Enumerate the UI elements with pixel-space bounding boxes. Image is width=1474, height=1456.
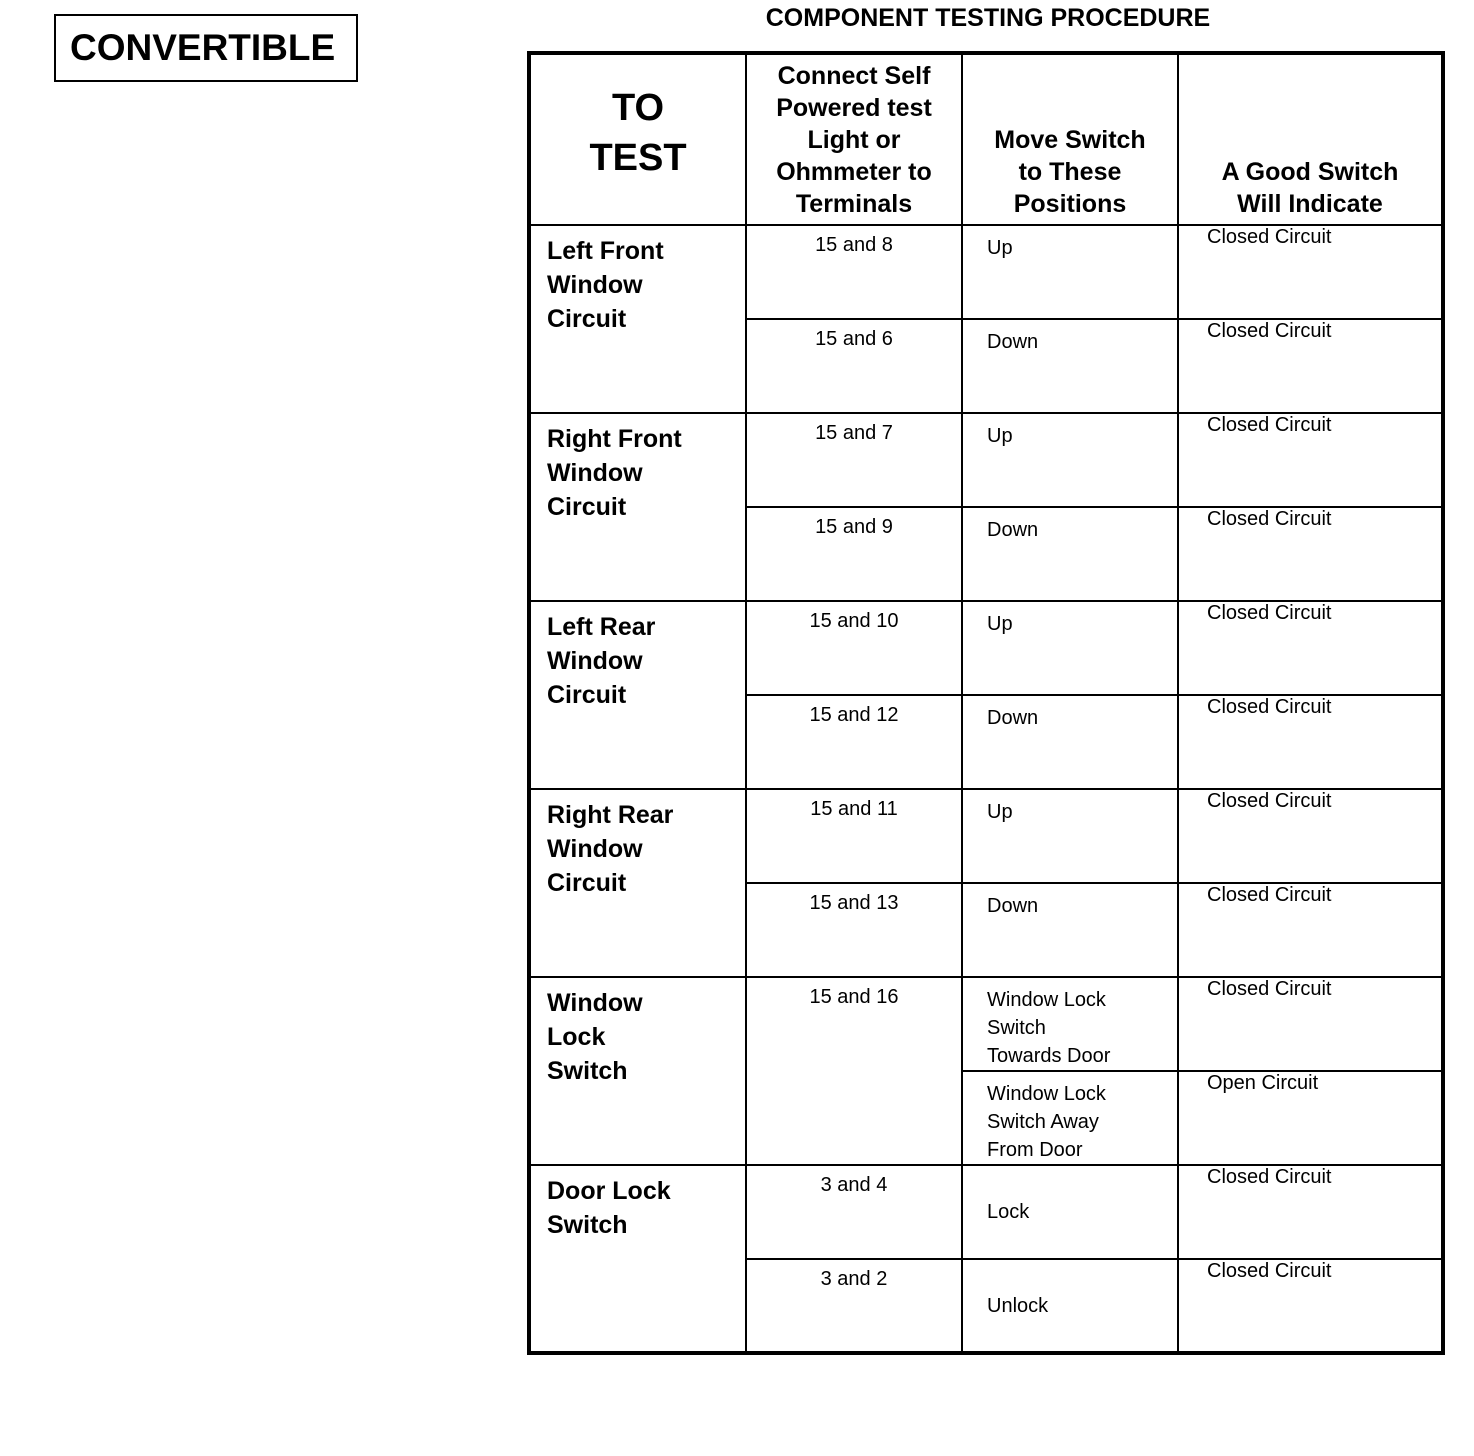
header-move-switch: Move Switch to These Positions [962, 53, 1178, 225]
header-connect-terminals: Connect Self Powered test Light or Ohmmeter to Terminals [746, 53, 962, 225]
table-row [529, 413, 1443, 507]
terminals-cell: 15 and 13 [746, 883, 962, 977]
result-cell: Closed Circuit [1178, 1165, 1443, 1259]
terminals-cell: 3 and 4 [746, 1165, 962, 1259]
test-name-cell: Left Rear Window Circuit [529, 601, 746, 789]
result-cell: Closed Circuit [1178, 319, 1443, 413]
position-cell: Down [962, 507, 1178, 601]
result-cell: Closed Circuit [1178, 789, 1443, 883]
terminals-cell: 15 and 10 [746, 601, 962, 695]
position-cell: Window Lock Switch Away From Door [962, 1071, 1178, 1165]
result-cell: Closed Circuit [1178, 883, 1443, 977]
section-tag: CONVERTIBLE [54, 14, 358, 82]
result-cell: Closed Circuit [1178, 225, 1443, 319]
table-row [529, 225, 1443, 319]
position-cell: Down [962, 319, 1178, 413]
position-cell: Up [962, 601, 1178, 695]
result-cell: Closed Circuit [1178, 977, 1443, 1071]
terminals-cell: 15 and 16 [746, 977, 962, 1165]
test-name-cell: Left Front Window Circuit [529, 225, 746, 413]
procedure-title: COMPONENT TESTING PROCEDURE [765, 4, 1211, 32]
terminals-cell: 15 and 12 [746, 695, 962, 789]
header-to-test: TO TEST [529, 53, 746, 225]
result-cell: Closed Circuit [1178, 413, 1443, 507]
test-name-cell: Right Front Window Circuit [529, 413, 746, 601]
position-cell: Down [962, 883, 1178, 977]
result-cell: Closed Circuit [1178, 601, 1443, 695]
test-name-cell: Window Lock Switch [529, 977, 746, 1165]
result-cell: Closed Circuit [1178, 1259, 1443, 1353]
terminals-cell: 3 and 2 [746, 1259, 962, 1353]
header-row [529, 53, 1443, 225]
position-cell: Lock [962, 1165, 1178, 1259]
position-cell: Up [962, 413, 1178, 507]
result-cell: Open Circuit [1178, 1071, 1443, 1165]
test-name-cell: Door Lock Switch [529, 1165, 746, 1353]
table-row [529, 1165, 1443, 1259]
testing-table [527, 51, 1445, 1355]
terminals-cell: 15 and 8 [746, 225, 962, 319]
result-cell: Closed Circuit [1178, 695, 1443, 789]
terminals-cell: 15 and 11 [746, 789, 962, 883]
test-name-cell: Right Rear Window Circuit [529, 789, 746, 977]
position-cell: Window Lock Switch Towards Door [962, 977, 1178, 1071]
table-row [529, 977, 1443, 1071]
position-cell: Down [962, 695, 1178, 789]
result-cell: Closed Circuit [1178, 507, 1443, 601]
terminals-cell: 15 and 9 [746, 507, 962, 601]
table-row [529, 789, 1443, 883]
position-cell: Up [962, 225, 1178, 319]
header-good-switch: A Good Switch Will Indicate [1178, 53, 1443, 225]
terminals-cell: 15 and 7 [746, 413, 962, 507]
table-row [529, 601, 1443, 695]
terminals-cell: 15 and 6 [746, 319, 962, 413]
position-cell: Unlock [962, 1259, 1178, 1353]
position-cell: Up [962, 789, 1178, 883]
